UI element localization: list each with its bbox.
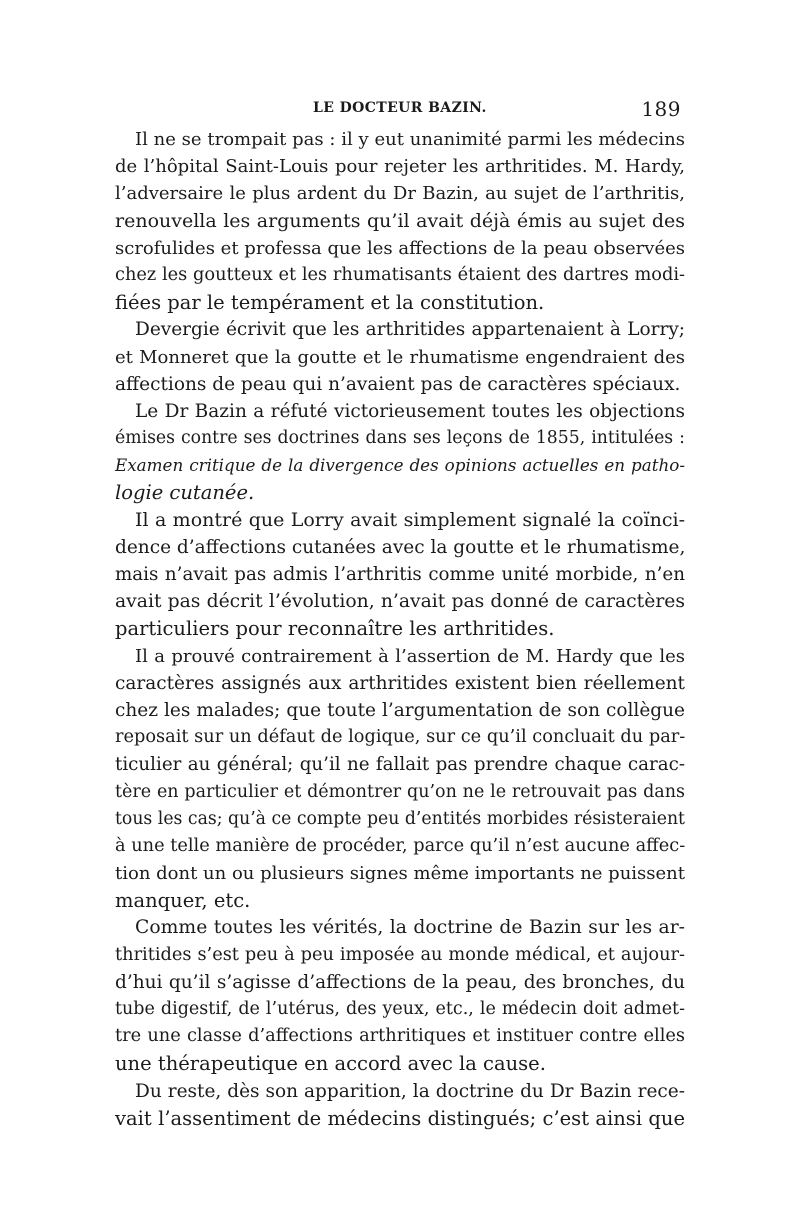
text-line: Examen critique de la divergence des opinions actuelles en patho- [115, 455, 685, 476]
page-number: 189 [641, 97, 681, 121]
text-line: renouvella les arguments qu’il avait déjà émis au sujet des [115, 209, 685, 232]
text-line: de l’hôpital Saint-Louis pour rejeter les arthritides. M. Hardy, [115, 156, 685, 178]
text-line: scrofulides et professa que les affections de la peau observées [115, 237, 685, 259]
text-line: manquer, etc. [115, 889, 251, 913]
text-line: émises contre ses doctrines dans ses leçons de 1855, intitulées : [115, 428, 685, 449]
text-line: avait pas décrit l’évolution, n’avait pas donné de caractères [115, 591, 685, 613]
text-line: à une telle manière de procéder, parce qu’il n’est aucune affec- [115, 835, 686, 856]
text-line: Du reste, dès son apparition, la doctrine du Dr Bazin rece- [135, 1080, 685, 1102]
text-line: caractères assignés aux arthritides existent bien réellement [115, 672, 685, 694]
text-line: et Monneret que la goutte et le rhumatisme engendraient des [115, 346, 685, 368]
text-line: Il ne se trompait pas : il y eut unanimité parmi les médecins [135, 129, 685, 150]
text-line: tère en particulier et démontrer qu’on ne le retrouvait pas dans [115, 781, 685, 802]
text-line: tube digestif, de l’utérus, des yeux, etc., le médecin doit admet- [115, 999, 685, 1019]
text-line: Il a montré que Lorry avait simplement signalé la coïnci- [135, 508, 685, 531]
text-line: Il a prouvé contrairement à l’assertion de M. Hardy que les [135, 645, 685, 667]
text-line: tre une classe d’affections arthritiques et instituer contre elles [115, 1026, 685, 1047]
text-line: chez les goutteux et les rhumatisants étaient des dartres modi- [115, 264, 685, 285]
text-line: tous les cas; qu’à ce compte peu d’entités morbides résisteraient [115, 808, 685, 829]
text-line: une thérapeutique en accord avec la cause. [115, 1052, 546, 1076]
running-head: LE DOCTEUR BAZIN. [313, 100, 487, 116]
text-line: affections de peau qui n’avaient pas de caractères spéciaux. [115, 373, 681, 395]
text-line: fiées par le tempérament et la constitution. [115, 291, 545, 315]
text-line: Comme toutes les vérités, la doctrine de Bazin sur les ar- [135, 917, 685, 939]
body-text [115, 126, 685, 1132]
page-header [115, 97, 685, 121]
text-line: Le Dr Bazin a réfuté victorieusement toutes les objections [135, 400, 685, 422]
text-line: logie cutanée. [115, 481, 255, 505]
text-line: Devergie écrivit que les arthritides appartenaient à Lorry; [135, 319, 685, 341]
text-line: l’adversaire le plus ardent du Dr Bazin, au sujet de l’arthritis, [115, 183, 685, 205]
text-line: tion dont un ou plusieurs signes même importants ne puissent [115, 863, 685, 885]
text-line: chez les malades; que toute l’argumentation de son collègue [115, 699, 685, 721]
text-line: reposait sur un défaut de logique, sur ce qu’il concluait du par- [115, 727, 686, 748]
text-line: mais n’avait pas admis l’arthritis comme unité morbide, n’en [115, 564, 685, 585]
text-line: d’hui qu’il s’agisse d’affections de la peau, des bronches, du [115, 971, 685, 993]
text-line: ticulier au général; qu’il ne fallait pas prendre chaque carac- [115, 754, 685, 776]
text-line: thritides s’est peu à peu imposée au monde médical, et aujour- [115, 944, 685, 965]
text-line: dence d’affections cutanées avec la goutte et le rhumatisme, [115, 536, 686, 558]
text-line: particuliers pour reconnaître les arthritides. [115, 617, 555, 641]
text-line: vait l’assentiment de médecins distingués; c’est ainsi que [115, 1106, 685, 1130]
